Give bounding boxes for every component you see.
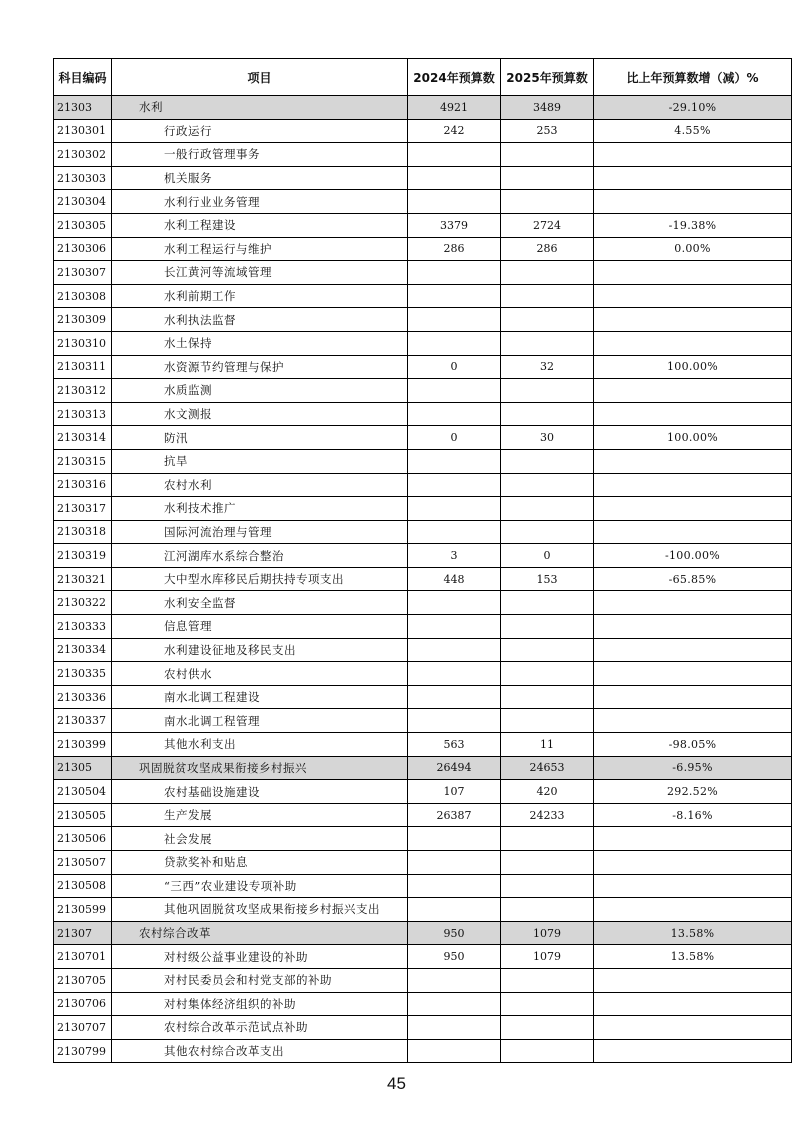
table-row (54, 426, 792, 450)
cell-budget-2025: 24233 (501, 803, 594, 827)
cell-change-pct: 100.00% (594, 355, 792, 379)
cell-budget-2024 (408, 308, 501, 332)
cell-item-name: 农村综合改革 (112, 921, 408, 945)
cell-budget-2025 (501, 143, 594, 167)
header-change-pct: 比上年预算数增（减）% (594, 59, 792, 96)
cell-budget-2025: 30 (501, 426, 594, 450)
table-row (54, 898, 792, 922)
cell-code: 2130505 (54, 803, 112, 827)
cell-budget-2025 (501, 662, 594, 686)
cell-code: 2130318 (54, 520, 112, 544)
cell-change-pct (594, 261, 792, 285)
cell-change-pct (594, 308, 792, 332)
category-row (54, 756, 792, 780)
cell-code: 2130507 (54, 851, 112, 875)
cell-item-name: 水利前期工作 (112, 284, 408, 308)
cell-budget-2025 (501, 898, 594, 922)
table-row (54, 497, 792, 521)
cell-change-pct (594, 284, 792, 308)
cell-budget-2024 (408, 143, 501, 167)
table-row (54, 402, 792, 426)
cell-item-name: 农村综合改革示范试点补助 (112, 1016, 408, 1040)
table-header (54, 59, 792, 96)
cell-code: 2130599 (54, 898, 112, 922)
cell-item-name: 南水北调工程管理 (112, 709, 408, 733)
cell-budget-2024: 3 (408, 544, 501, 568)
cell-item-name: 贷款奖补和贴息 (112, 851, 408, 875)
cell-budget-2024 (408, 685, 501, 709)
cell-budget-2025 (501, 190, 594, 214)
cell-budget-2025 (501, 308, 594, 332)
header-code: 科目编码 (54, 59, 112, 96)
table-row (54, 1016, 792, 1040)
cell-code: 2130302 (54, 143, 112, 167)
cell-code: 2130307 (54, 261, 112, 285)
cell-change-pct: 4.55% (594, 119, 792, 143)
cell-budget-2024: 0 (408, 355, 501, 379)
cell-budget-2024 (408, 591, 501, 615)
cell-item-name: 水土保持 (112, 331, 408, 355)
header-item: 项目 (112, 59, 408, 96)
cell-budget-2025 (501, 331, 594, 355)
cell-code: 2130399 (54, 733, 112, 757)
cell-change-pct: 0.00% (594, 237, 792, 261)
table-row (54, 284, 792, 308)
cell-item-name: 水文测报 (112, 402, 408, 426)
cell-code: 2130337 (54, 709, 112, 733)
table-row (54, 615, 792, 639)
cell-change-pct: -65.85% (594, 567, 792, 591)
cell-change-pct (594, 473, 792, 497)
cell-change-pct: -6.95% (594, 756, 792, 780)
cell-change-pct (594, 1016, 792, 1040)
cell-change-pct: -19.38% (594, 213, 792, 237)
cell-code: 2130707 (54, 1016, 112, 1040)
cell-item-name: 抗旱 (112, 449, 408, 473)
cell-change-pct (594, 662, 792, 686)
cell-code: 2130315 (54, 449, 112, 473)
cell-budget-2024: 950 (408, 921, 501, 945)
cell-budget-2025 (501, 874, 594, 898)
cell-change-pct: -29.10% (594, 96, 792, 120)
cell-change-pct: 13.58% (594, 921, 792, 945)
table-row (54, 803, 792, 827)
cell-code: 2130508 (54, 874, 112, 898)
cell-change-pct (594, 190, 792, 214)
cell-change-pct (594, 166, 792, 190)
cell-change-pct (594, 143, 792, 167)
table-row (54, 355, 792, 379)
cell-budget-2024: 448 (408, 567, 501, 591)
cell-change-pct: 100.00% (594, 426, 792, 450)
cell-change-pct (594, 497, 792, 521)
cell-budget-2025 (501, 284, 594, 308)
table-row (54, 190, 792, 214)
cell-change-pct (594, 638, 792, 662)
cell-code: 2130705 (54, 968, 112, 992)
cell-item-name: 农村基础设施建设 (112, 780, 408, 804)
cell-budget-2025: 153 (501, 567, 594, 591)
cell-item-name: 水利技术推广 (112, 497, 408, 521)
cell-code: 2130313 (54, 402, 112, 426)
cell-budget-2025: 3489 (501, 96, 594, 120)
table-row (54, 567, 792, 591)
cell-item-name: 水利 (112, 96, 408, 120)
cell-item-name: 国际河流治理与管理 (112, 520, 408, 544)
cell-budget-2024: 563 (408, 733, 501, 757)
cell-item-name: 江河湖库水系综合整治 (112, 544, 408, 568)
cell-item-name: 对村集体经济组织的补助 (112, 992, 408, 1016)
cell-change-pct: -8.16% (594, 803, 792, 827)
table-row (54, 638, 792, 662)
cell-budget-2025 (501, 261, 594, 285)
table-row (54, 379, 792, 403)
cell-item-name: 对村级公益事业建设的补助 (112, 945, 408, 969)
cell-budget-2024 (408, 379, 501, 403)
cell-item-name: 机关服务 (112, 166, 408, 190)
cell-item-name: 对村民委员会和村党支部的补助 (112, 968, 408, 992)
cell-budget-2024 (408, 709, 501, 733)
cell-code: 2130301 (54, 119, 112, 143)
cell-budget-2024: 107 (408, 780, 501, 804)
cell-item-name: 水质监测 (112, 379, 408, 403)
cell-change-pct (594, 709, 792, 733)
cell-change-pct (594, 992, 792, 1016)
cell-budget-2025: 0 (501, 544, 594, 568)
cell-code: 2130314 (54, 426, 112, 450)
cell-change-pct (594, 968, 792, 992)
cell-budget-2024 (408, 874, 501, 898)
cell-item-name: 水利工程运行与维护 (112, 237, 408, 261)
cell-change-pct (594, 874, 792, 898)
cell-item-name: 其他巩固脱贫攻坚成果衔接乡村振兴支出 (112, 898, 408, 922)
cell-budget-2025 (501, 520, 594, 544)
cell-budget-2024 (408, 662, 501, 686)
category-row (54, 921, 792, 945)
cell-budget-2025 (501, 709, 594, 733)
cell-item-name: 水利安全监督 (112, 591, 408, 615)
cell-code: 2130312 (54, 379, 112, 403)
cell-budget-2024: 242 (408, 119, 501, 143)
cell-change-pct (594, 402, 792, 426)
category-row (54, 96, 792, 120)
cell-item-name: 水利工程建设 (112, 213, 408, 237)
table-row (54, 473, 792, 497)
cell-change-pct: 292.52% (594, 780, 792, 804)
cell-budget-2024 (408, 331, 501, 355)
cell-budget-2025 (501, 992, 594, 1016)
cell-code: 2130506 (54, 827, 112, 851)
table-row (54, 520, 792, 544)
table-row (54, 1039, 792, 1063)
page-number: 45 (387, 1074, 406, 1093)
cell-change-pct (594, 379, 792, 403)
cell-code: 2130322 (54, 591, 112, 615)
cell-budget-2025: 11 (501, 733, 594, 757)
table-row (54, 143, 792, 167)
cell-budget-2024: 286 (408, 237, 501, 261)
cell-change-pct (594, 827, 792, 851)
table-body (54, 96, 792, 1063)
cell-code: 2130799 (54, 1039, 112, 1063)
cell-item-name: 生产发展 (112, 803, 408, 827)
cell-budget-2024 (408, 284, 501, 308)
table-row (54, 945, 792, 969)
cell-code: 2130504 (54, 780, 112, 804)
cell-budget-2024: 950 (408, 945, 501, 969)
cell-code: 2130304 (54, 190, 112, 214)
cell-change-pct: -100.00% (594, 544, 792, 568)
cell-budget-2024 (408, 968, 501, 992)
cell-code: 2130306 (54, 237, 112, 261)
cell-code: 2130311 (54, 355, 112, 379)
table-row (54, 237, 792, 261)
cell-item-name: 信息管理 (112, 615, 408, 639)
cell-budget-2025: 253 (501, 119, 594, 143)
cell-budget-2025 (501, 1016, 594, 1040)
cell-code: 2130701 (54, 945, 112, 969)
cell-item-name: 农村供水 (112, 662, 408, 686)
cell-change-pct (594, 591, 792, 615)
cell-budget-2024: 0 (408, 426, 501, 450)
cell-budget-2024 (408, 497, 501, 521)
cell-budget-2024 (408, 449, 501, 473)
cell-item-name: 长江黄河等流域管理 (112, 261, 408, 285)
cell-item-name: 行政运行 (112, 119, 408, 143)
table-row (54, 874, 792, 898)
cell-item-name: “三西”农业建设专项补助 (112, 874, 408, 898)
cell-budget-2024 (408, 898, 501, 922)
cell-budget-2025 (501, 497, 594, 521)
cell-budget-2025 (501, 402, 594, 426)
cell-budget-2025 (501, 166, 594, 190)
cell-change-pct (594, 449, 792, 473)
cell-budget-2025 (501, 449, 594, 473)
cell-item-name: 水利建设征地及移民支出 (112, 638, 408, 662)
cell-change-pct (594, 898, 792, 922)
cell-budget-2025 (501, 685, 594, 709)
table-row (54, 968, 792, 992)
cell-code: 2130308 (54, 284, 112, 308)
table-row (54, 544, 792, 568)
table-row (54, 591, 792, 615)
cell-budget-2024 (408, 402, 501, 426)
cell-code: 2130316 (54, 473, 112, 497)
cell-budget-2024 (408, 1016, 501, 1040)
cell-item-name: 大中型水库移民后期扶持专项支出 (112, 567, 408, 591)
cell-item-name: 南水北调工程建设 (112, 685, 408, 709)
cell-code: 2130319 (54, 544, 112, 568)
cell-item-name: 水利执法监督 (112, 308, 408, 332)
cell-budget-2025 (501, 827, 594, 851)
table-row (54, 166, 792, 190)
cell-code: 2130309 (54, 308, 112, 332)
cell-budget-2025: 1079 (501, 921, 594, 945)
cell-item-name: 一般行政管理事务 (112, 143, 408, 167)
cell-budget-2025 (501, 379, 594, 403)
cell-item-name: 水资源节约管理与保护 (112, 355, 408, 379)
table-row (54, 780, 792, 804)
cell-budget-2025: 1079 (501, 945, 594, 969)
cell-budget-2024 (408, 166, 501, 190)
cell-change-pct (594, 851, 792, 875)
cell-budget-2025 (501, 615, 594, 639)
budget-table (53, 58, 792, 1063)
cell-budget-2025 (501, 851, 594, 875)
cell-item-name: 防汛 (112, 426, 408, 450)
cell-change-pct (594, 615, 792, 639)
cell-budget-2025: 420 (501, 780, 594, 804)
cell-code: 21305 (54, 756, 112, 780)
table-row (54, 449, 792, 473)
cell-budget-2024 (408, 615, 501, 639)
cell-code: 2130333 (54, 615, 112, 639)
table-row (54, 685, 792, 709)
table-row (54, 662, 792, 686)
cell-code: 2130336 (54, 685, 112, 709)
cell-budget-2024 (408, 992, 501, 1016)
cell-change-pct (594, 331, 792, 355)
cell-budget-2024 (408, 851, 501, 875)
cell-budget-2024: 4921 (408, 96, 501, 120)
cell-budget-2025 (501, 968, 594, 992)
cell-budget-2024: 26494 (408, 756, 501, 780)
cell-code: 2130317 (54, 497, 112, 521)
cell-budget-2024 (408, 190, 501, 214)
table-row (54, 709, 792, 733)
cell-budget-2024 (408, 638, 501, 662)
cell-budget-2024 (408, 261, 501, 285)
cell-budget-2024 (408, 827, 501, 851)
cell-code: 2130706 (54, 992, 112, 1016)
cell-change-pct: -98.05% (594, 733, 792, 757)
cell-budget-2024 (408, 520, 501, 544)
cell-code: 21307 (54, 921, 112, 945)
cell-code: 2130321 (54, 567, 112, 591)
cell-item-name: 其他水利支出 (112, 733, 408, 757)
cell-budget-2025 (501, 591, 594, 615)
cell-item-name: 巩固脱贫攻坚成果衔接乡村振兴 (112, 756, 408, 780)
cell-code: 2130303 (54, 166, 112, 190)
cell-item-name: 农村水利 (112, 473, 408, 497)
cell-change-pct: 13.58% (594, 945, 792, 969)
table-row (54, 119, 792, 143)
cell-budget-2025: 24653 (501, 756, 594, 780)
cell-change-pct (594, 520, 792, 544)
cell-budget-2024: 26387 (408, 803, 501, 827)
cell-change-pct (594, 1039, 792, 1063)
table-row (54, 851, 792, 875)
cell-budget-2025 (501, 473, 594, 497)
cell-budget-2025 (501, 638, 594, 662)
cell-budget-2025: 286 (501, 237, 594, 261)
table-row (54, 733, 792, 757)
cell-code: 21303 (54, 96, 112, 120)
cell-budget-2024 (408, 1039, 501, 1063)
cell-budget-2025: 2724 (501, 213, 594, 237)
table-row (54, 992, 792, 1016)
header-budget-2024: 2024年预算数 (408, 59, 501, 96)
cell-budget-2025: 32 (501, 355, 594, 379)
cell-budget-2024: 3379 (408, 213, 501, 237)
cell-code: 2130305 (54, 213, 112, 237)
cell-change-pct (594, 685, 792, 709)
table-row (54, 331, 792, 355)
table-row (54, 213, 792, 237)
table-row (54, 827, 792, 851)
cell-code: 2130310 (54, 331, 112, 355)
cell-budget-2024 (408, 473, 501, 497)
cell-item-name: 社会发展 (112, 827, 408, 851)
header-budget-2025: 2025年预算数 (501, 59, 594, 96)
cell-budget-2025 (501, 1039, 594, 1063)
cell-code: 2130335 (54, 662, 112, 686)
cell-item-name: 水利行业业务管理 (112, 190, 408, 214)
table-row (54, 261, 792, 285)
cell-code: 2130334 (54, 638, 112, 662)
cell-item-name: 其他农村综合改革支出 (112, 1039, 408, 1063)
table-row (54, 308, 792, 332)
